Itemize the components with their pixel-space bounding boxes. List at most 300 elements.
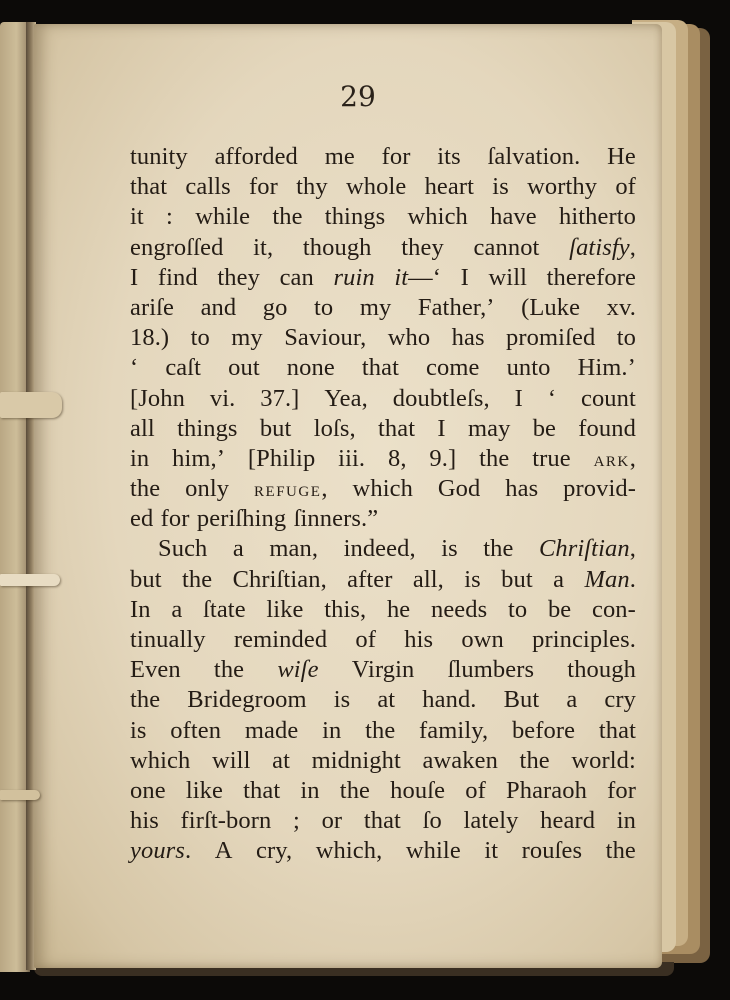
text-run: [John — [130, 384, 185, 412]
text-run: true — [532, 444, 571, 472]
text-run: has — [451, 324, 485, 352]
text-run: periſhing — [196, 505, 287, 533]
text-run: all, — [412, 565, 444, 593]
word — [506, 323, 595, 353]
word — [263, 293, 288, 323]
text-line — [130, 263, 636, 293]
word — [130, 474, 160, 504]
word — [520, 746, 550, 776]
word — [316, 836, 383, 866]
italic-text: ruin — [333, 263, 375, 291]
word — [507, 353, 551, 383]
text-run: its — [437, 143, 461, 170]
word — [425, 172, 474, 202]
word — [365, 716, 395, 746]
word — [382, 142, 411, 172]
text-run: they — [217, 263, 260, 291]
word — [419, 716, 488, 746]
word — [266, 595, 303, 625]
word — [296, 172, 328, 202]
text-run: in — [130, 444, 150, 472]
word — [488, 142, 581, 172]
word — [393, 384, 490, 414]
italic-text: Chriſtian — [538, 535, 630, 563]
text-run: is — [130, 716, 147, 744]
text-run: to — [314, 293, 334, 321]
text-run: is — [464, 565, 481, 593]
word — [325, 142, 355, 172]
word — [581, 384, 636, 414]
text-run: that — [243, 776, 281, 804]
word — [217, 263, 260, 293]
word — [448, 655, 535, 685]
word — [130, 202, 144, 232]
word — [490, 202, 537, 232]
text-run: , — [629, 535, 636, 563]
text-run: . — [184, 837, 192, 865]
text-run: one — [130, 776, 166, 804]
word — [272, 746, 290, 776]
text-run: therefore — [546, 263, 636, 291]
word — [362, 353, 399, 383]
word — [437, 414, 445, 444]
word — [303, 233, 372, 263]
text-run: hitherto — [558, 203, 636, 231]
text-line — [130, 353, 636, 383]
text-line — [130, 202, 636, 232]
italic-text: Man — [584, 565, 630, 593]
text-run: and — [200, 293, 237, 321]
text-run: have — [490, 203, 537, 231]
text-run: hand. — [422, 686, 477, 714]
text-run: which, — [315, 837, 383, 865]
word — [578, 414, 636, 444]
word — [256, 836, 292, 866]
text-run: may — [467, 414, 511, 442]
word — [512, 716, 575, 746]
text-run: the — [519, 746, 550, 774]
word — [269, 534, 318, 564]
text-run: indeed, — [343, 535, 416, 563]
text-run: But — [503, 686, 540, 714]
word — [245, 716, 298, 746]
word — [607, 293, 636, 323]
text-run: 9.] — [429, 444, 457, 472]
binding-tear — [0, 790, 40, 800]
text-run: can — [279, 263, 314, 291]
text-run: , — [629, 444, 636, 472]
text-run: of — [355, 626, 377, 653]
word — [130, 293, 174, 323]
text-run: engroſſed — [130, 233, 224, 261]
text-run: will — [488, 263, 528, 291]
word — [489, 263, 528, 293]
word — [203, 595, 246, 625]
text-run: my — [231, 324, 263, 352]
text-run: cry, — [256, 837, 293, 865]
word — [197, 504, 286, 534]
italic-text: ſatisfy — [569, 233, 630, 261]
text-run: who — [387, 324, 431, 352]
text-run: that — [378, 414, 416, 442]
word — [253, 233, 273, 263]
text-run: , — [321, 475, 328, 503]
word — [465, 776, 486, 806]
text-run: that — [130, 173, 168, 201]
text-run: ſo — [422, 807, 442, 835]
text-run: but — [501, 565, 533, 593]
text-run: often — [170, 716, 222, 744]
text-run: ſinners.” — [293, 505, 379, 533]
text-run: Even — [130, 656, 181, 684]
word — [344, 534, 416, 564]
word — [468, 414, 510, 444]
text-run: be — [532, 414, 557, 442]
text-run: a — [553, 565, 565, 593]
word — [231, 323, 263, 353]
word — [254, 474, 328, 504]
text-run: doubtleſs, — [392, 384, 490, 412]
word — [186, 776, 223, 806]
word — [578, 353, 636, 383]
text-run: the — [483, 535, 514, 563]
word — [158, 534, 207, 564]
text-run: it — [130, 203, 144, 231]
word — [158, 263, 198, 293]
text-line — [130, 504, 636, 534]
word — [210, 384, 235, 414]
text-run: things — [324, 203, 386, 231]
word — [429, 444, 456, 474]
text-run: calls — [185, 173, 231, 201]
word — [347, 565, 392, 595]
text-run: it, — [253, 233, 274, 261]
text-run: come — [426, 354, 480, 382]
word — [130, 353, 138, 383]
word — [234, 625, 327, 655]
word — [130, 595, 151, 625]
word — [553, 565, 564, 595]
text-run: be — [547, 595, 572, 623]
word — [182, 565, 212, 595]
text-run: xv. — [606, 293, 636, 321]
word — [215, 142, 298, 172]
text-run: Him.’ — [577, 354, 636, 382]
text-run: count — [580, 384, 636, 412]
italic-text: it — [394, 263, 409, 291]
text-run: vi. — [209, 384, 236, 412]
word — [172, 444, 225, 474]
word — [165, 353, 201, 383]
word — [408, 202, 468, 232]
word — [130, 806, 159, 836]
word — [312, 746, 401, 776]
text-run: : — [166, 203, 173, 231]
text-run: Chriſtian, — [232, 565, 327, 593]
text-run: . — [629, 565, 636, 593]
word — [506, 776, 587, 806]
text-run: or — [321, 807, 343, 835]
text-line — [130, 685, 636, 715]
text-run: Yea, — [324, 384, 368, 412]
text-line — [130, 655, 636, 685]
text-run: I — [460, 263, 469, 291]
text-run: own — [461, 626, 504, 653]
text-run: A — [214, 837, 233, 865]
word — [130, 776, 166, 806]
word — [130, 233, 223, 263]
word — [284, 323, 366, 353]
word — [195, 202, 250, 232]
word — [130, 142, 188, 172]
text-run: firſt-born — [180, 807, 272, 835]
text-run: heard — [540, 807, 596, 835]
text-run: needs — [430, 595, 488, 623]
word — [540, 806, 595, 836]
text-run: for — [160, 505, 190, 533]
text-run: unto — [506, 354, 551, 382]
word — [130, 444, 149, 474]
text-run: this, — [324, 595, 367, 623]
word — [423, 806, 442, 836]
text-run: , — [629, 233, 636, 261]
word — [390, 776, 445, 806]
word — [547, 263, 636, 293]
text-run: principles. — [532, 626, 636, 653]
word — [248, 444, 315, 474]
text-run: He — [607, 143, 636, 170]
word — [325, 202, 386, 232]
word — [214, 655, 244, 685]
word — [249, 172, 278, 202]
word — [592, 595, 636, 625]
word — [388, 444, 407, 474]
text-run: but — [130, 565, 162, 593]
text-line — [130, 233, 636, 263]
text-run: God — [437, 475, 481, 503]
word — [130, 323, 169, 353]
text-line — [130, 172, 636, 202]
text-run: Bridegroom — [187, 686, 307, 714]
text-run: though — [302, 233, 372, 261]
word — [522, 836, 582, 866]
text-run: lately — [463, 807, 519, 835]
text-run: which — [130, 746, 191, 774]
word — [438, 474, 481, 504]
text-run: ed — [130, 505, 154, 533]
text-run: while — [195, 203, 251, 231]
text-run: In — [130, 595, 151, 623]
text-run: a — [232, 535, 244, 563]
text-run: they — [401, 233, 444, 261]
word — [293, 806, 300, 836]
text-run: him,’ — [172, 444, 226, 472]
text-run: is — [333, 686, 351, 714]
text-line — [130, 384, 636, 414]
text-line — [130, 142, 636, 172]
word — [504, 685, 540, 715]
word — [532, 625, 636, 655]
word — [314, 293, 333, 323]
text-line — [130, 625, 636, 655]
word — [505, 474, 538, 504]
word — [187, 685, 306, 715]
word — [515, 384, 523, 414]
text-run: all — [130, 414, 155, 442]
text-run: of — [615, 173, 636, 201]
word — [324, 384, 368, 414]
text-run: find — [157, 263, 198, 291]
word — [130, 685, 160, 715]
text-run: the — [181, 565, 213, 593]
text-line — [130, 806, 636, 836]
text-run: in — [616, 807, 636, 835]
text-run: thy — [296, 173, 328, 201]
word — [584, 565, 635, 595]
text-line — [130, 776, 636, 806]
word — [364, 806, 401, 836]
text-run: that — [363, 807, 401, 835]
text-run: the — [605, 837, 636, 865]
text-run: I — [514, 384, 523, 412]
word — [501, 565, 533, 595]
word — [346, 172, 406, 202]
word — [394, 263, 441, 293]
text-run: midnight — [311, 746, 401, 774]
text-run: man, — [269, 535, 319, 563]
text-run: his — [404, 626, 434, 653]
text-run: I — [437, 414, 446, 442]
text-run: the — [130, 686, 161, 714]
text-line — [130, 565, 636, 595]
word — [191, 323, 210, 353]
word — [177, 414, 238, 444]
text-run: world: — [571, 746, 636, 774]
text-line — [130, 323, 636, 353]
text-run: of — [465, 776, 486, 804]
word — [484, 836, 498, 866]
text-run: whole — [345, 173, 407, 201]
word — [452, 323, 485, 353]
text-run: found — [578, 414, 636, 442]
text-run: is — [492, 173, 509, 201]
word — [287, 353, 335, 383]
text-run: ſtate — [203, 595, 246, 623]
word — [607, 776, 636, 806]
word — [474, 233, 540, 263]
text-run: a — [171, 595, 183, 623]
word — [340, 776, 370, 806]
page-number: 29 — [340, 80, 376, 113]
text-run: ‘ — [130, 354, 139, 382]
text-run: Pharaoh — [506, 776, 587, 804]
word — [423, 746, 498, 776]
word — [441, 534, 458, 564]
word — [461, 263, 469, 293]
page-text — [130, 142, 636, 867]
text-run: loſs, — [313, 414, 356, 442]
text-run: before — [511, 716, 576, 744]
text-run: my — [359, 293, 392, 321]
text-run: but — [259, 414, 292, 442]
word — [387, 595, 410, 625]
text-run: ariſe — [130, 293, 175, 321]
text-run: for — [249, 173, 278, 201]
text-run: that — [598, 716, 636, 744]
text-run: con- — [591, 595, 636, 623]
word — [277, 655, 318, 685]
word — [233, 565, 327, 595]
text-run: me — [324, 143, 355, 170]
text-run: has — [505, 475, 539, 503]
word — [171, 595, 182, 625]
text-run: ‘ — [547, 384, 557, 412]
text-run: cry — [604, 686, 636, 714]
text-run: things — [177, 414, 238, 442]
word — [406, 836, 461, 866]
word — [404, 625, 433, 655]
word — [437, 142, 460, 172]
word — [617, 806, 636, 836]
word — [322, 716, 341, 746]
word — [422, 685, 476, 715]
word — [161, 504, 190, 534]
word — [130, 836, 191, 866]
word — [185, 172, 230, 202]
word — [185, 474, 229, 504]
binding-tear — [0, 392, 62, 418]
word — [355, 625, 376, 655]
text-run: —‘ — [408, 263, 442, 291]
text-run: the — [479, 444, 510, 472]
word — [388, 323, 431, 353]
text-run: it — [484, 837, 499, 865]
word — [548, 384, 556, 414]
text-run: ; — [293, 807, 300, 835]
text-run: worthy — [527, 173, 598, 201]
text-run: 18.) — [130, 324, 170, 352]
word — [201, 293, 237, 323]
text-run: family, — [419, 716, 489, 744]
text-run: houſe — [390, 776, 446, 804]
word — [130, 263, 138, 293]
word — [464, 806, 519, 836]
word — [606, 836, 636, 866]
text-line — [130, 293, 636, 323]
italic-text: yours — [130, 837, 185, 865]
text-run: Saviour, — [284, 324, 367, 352]
text-run: for — [381, 143, 411, 170]
text-run: provid- — [563, 475, 636, 503]
text-run: at — [377, 686, 396, 714]
word — [604, 685, 636, 715]
word — [521, 293, 580, 323]
text-run: he — [386, 595, 411, 623]
word — [360, 293, 392, 323]
word — [272, 202, 302, 232]
word — [559, 202, 636, 232]
word — [243, 776, 280, 806]
word — [130, 625, 206, 655]
word — [401, 233, 444, 263]
text-run: the — [339, 776, 371, 804]
text-run: that — [361, 354, 399, 382]
text-run: ſalvation. — [487, 143, 581, 170]
word — [130, 565, 162, 595]
text-run: rouſes — [521, 837, 583, 865]
word — [353, 474, 413, 504]
word — [607, 142, 636, 172]
